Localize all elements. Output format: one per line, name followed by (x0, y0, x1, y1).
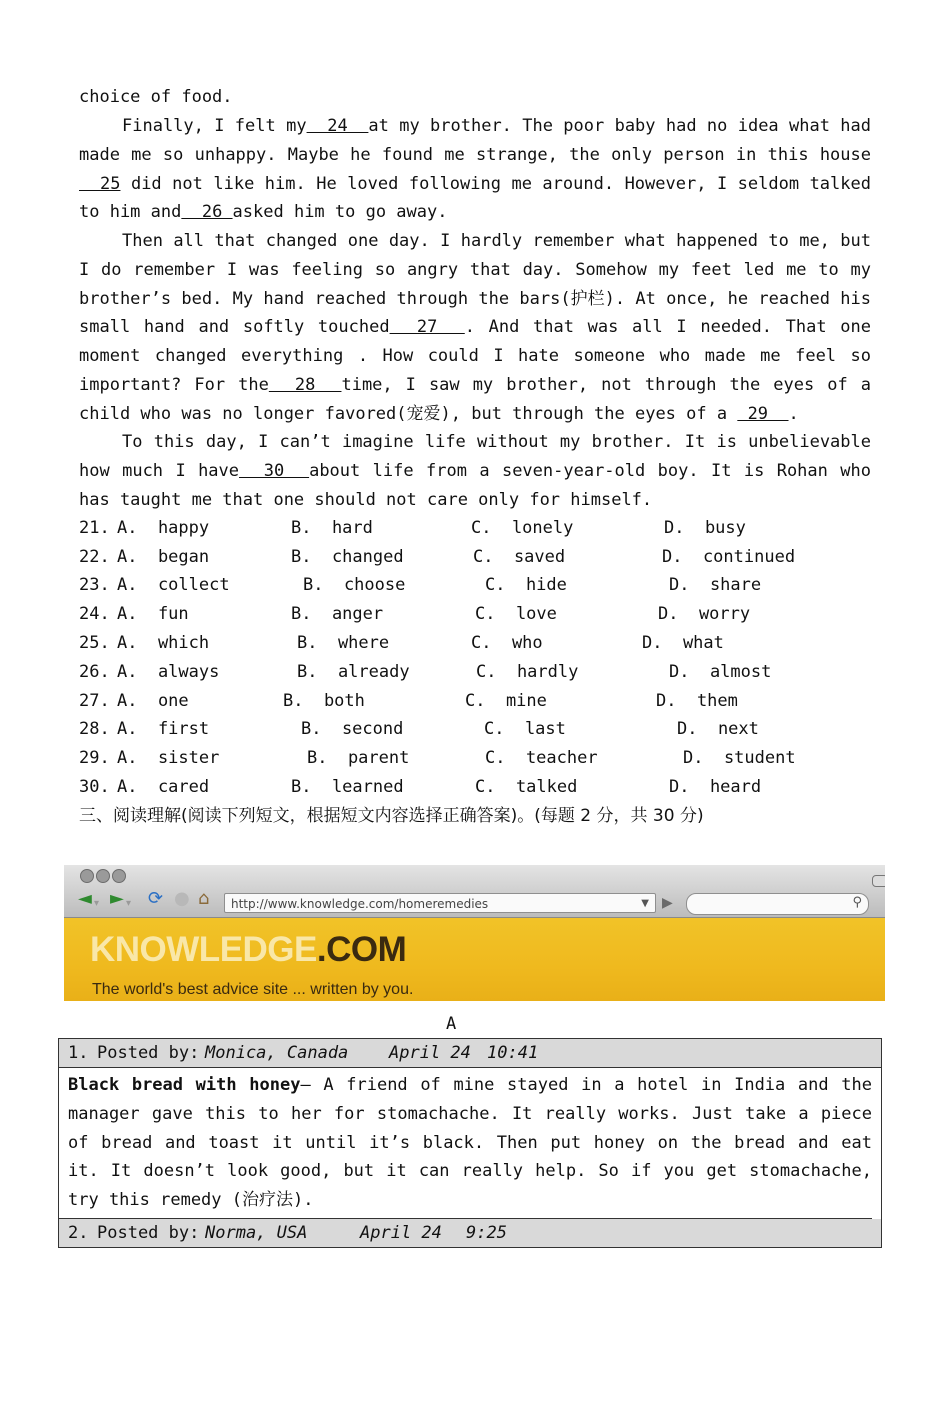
option-d: D. almost (669, 662, 772, 682)
window-zoom-icon (112, 869, 126, 883)
text-run: did not like him. He loved following me around. However, I seldom talked to him and (79, 173, 871, 223)
home-icon: ⌂ (198, 888, 210, 909)
logo-tld: .COM (316, 930, 407, 969)
option-b: B. anger (291, 604, 384, 624)
post-author: Norma, USA (205, 1222, 308, 1243)
option-a: A. one (117, 691, 189, 711)
option-a: A. first (117, 719, 210, 739)
option-c: C. last (484, 719, 566, 739)
stop-icon: ● (174, 888, 190, 909)
option-d: D. worry (658, 604, 751, 624)
forward-arrow-icon: ► (110, 888, 124, 909)
blank-30: 30 (239, 460, 310, 481)
blank-26: 26 (181, 202, 233, 223)
option-d: D. them (656, 691, 738, 711)
option-c: C. hardly (476, 662, 579, 682)
option-a: A. cared (117, 777, 210, 797)
option-a: A. collect (117, 575, 230, 595)
passage-line-top: choice of food. (79, 87, 233, 107)
posted-by-label: Posted by: (97, 1043, 200, 1063)
text-run: . (788, 403, 799, 424)
site-logo (90, 930, 406, 970)
blank-27: 27 (389, 317, 465, 338)
toolbar-toggle-icon (872, 875, 885, 887)
option-b: B. where (297, 633, 390, 653)
window-minimize-icon (96, 869, 110, 883)
question-number: 30. (79, 777, 110, 797)
option-a: A. fun (117, 604, 189, 624)
posted-by-label: Posted by: (97, 1222, 200, 1243)
question-number: 28. (79, 719, 110, 739)
option-b: B. learned (291, 777, 404, 797)
post-text: A friend of mine stayed in a hotel in India and the manager gave this to her for stomachache. It really works. Just take a piece of bread and toast it until it’s black. Then put honey on the bread and eat it. It doesn’t look good, but it can really help. So if you get stomachache, try this remedy (治疗法). (68, 1075, 873, 1211)
posts-table (58, 1038, 882, 1248)
post-number: 2. (68, 1222, 89, 1243)
url-text: http://www.knowledge.com/homeremedies (231, 897, 489, 911)
option-b: B. second (301, 719, 404, 739)
passage-paragraph-3 (79, 428, 871, 514)
option-c: C. saved (473, 547, 566, 567)
question-number: 23. (79, 575, 110, 595)
option-b: B. parent (307, 748, 410, 768)
site-tagline: The world's best advice site ... written by you. (92, 981, 414, 998)
post-time: 10:41 (487, 1043, 539, 1063)
option-d: D. student (683, 748, 796, 768)
option-d: D. share (669, 575, 762, 595)
website-banner-image (64, 865, 885, 1001)
option-b: B. both (283, 691, 365, 711)
url-dropdown-icon: ▼ (641, 898, 649, 909)
question-options (79, 514, 879, 542)
option-b: B. choose (303, 575, 406, 595)
question-options (79, 773, 879, 801)
question-number: 26. (79, 662, 110, 682)
option-a: A. which (117, 633, 210, 653)
text-run: time, I saw my brother, not through the eyes of a child who was no longer favored(宠爱), but through the eyes of a (79, 374, 871, 424)
search-icon: ⚲ (852, 895, 862, 910)
option-d: D. what (642, 633, 724, 653)
option-d: D. next (677, 719, 759, 739)
question-options (79, 715, 879, 743)
question-options (79, 600, 879, 628)
option-c: C. who (471, 633, 543, 653)
option-d: D. continued (662, 547, 796, 567)
question-options (79, 571, 879, 599)
text-run: Then all that changed one day. I hardly remember what happened to me, but I do remember I was feeling so angry that day. Somehow my feet led me to my brother’s bed. My hand reached through the bars(护栏). At once, he reached his small hand and softly touched (79, 231, 871, 338)
question-options (79, 543, 879, 571)
question-options (79, 687, 879, 715)
go-icon: ▶ (662, 895, 673, 911)
site-header (64, 918, 885, 1001)
post-number: 1. (68, 1043, 89, 1063)
post-title: Black bread with honey (68, 1075, 301, 1095)
back-arrow-icon: ◄ (78, 888, 92, 909)
post-dash: — (300, 1075, 311, 1095)
blank-24: 24 (306, 116, 369, 136)
option-a: A. happy (117, 518, 210, 538)
passage-paragraph-2 (79, 227, 871, 429)
option-a: A. always (117, 662, 220, 682)
post-date: April 24 (360, 1222, 442, 1243)
option-b: B. already (297, 662, 410, 682)
option-c: C. love (475, 604, 557, 624)
blank-25: 25 (79, 173, 121, 194)
passage-paragraph-1 (79, 112, 871, 227)
text-run: at my brother. The poor baby had no idea what had made me so unhappy. Maybe he found me strange, the only person in this house (79, 116, 871, 165)
browser-toolbar (64, 865, 885, 918)
option-b: B. changed (291, 547, 404, 567)
post-header (59, 1219, 881, 1247)
question-number: 25. (79, 633, 110, 653)
option-d: D. busy (664, 518, 746, 538)
post-body (59, 1068, 872, 1219)
option-b: B. hard (291, 518, 373, 538)
dropdown-icon: ▾ (94, 898, 100, 909)
question-number: 29. (79, 748, 110, 768)
post-date: April 24 (389, 1043, 471, 1063)
reload-icon: ⟳ (148, 888, 164, 909)
question-options (79, 744, 879, 772)
option-c: C. teacher (485, 748, 598, 768)
post-header (59, 1039, 881, 1068)
option-d: D. heard (669, 777, 762, 797)
question-options (79, 629, 879, 657)
text-run: . And that was all I needed. That one moment changed everything . How could I hate someone who made me feel so important? For the (79, 317, 871, 395)
url-bar (224, 893, 656, 913)
section-heading: 三、阅读理解(阅读下列短文，根据短文内容选择正确答案)。(每题 2 分，共 30 分) (79, 806, 704, 826)
text-run: Finally, I felt my (122, 116, 307, 136)
text-run: about life from a seven-year-old boy. It is Rohan who has taught me that one should not care only for himself. (79, 460, 871, 510)
option-c: C. mine (465, 691, 547, 711)
post-time: 9:25 (466, 1222, 507, 1243)
passage-label: A (446, 1014, 457, 1034)
question-number: 27. (79, 691, 110, 711)
text-run: To this day, I can’t imagine life without my brother. It is unbelievable how much I have (79, 432, 871, 481)
option-a: A. sister (117, 748, 220, 768)
text-run: asked him to go away. (232, 202, 448, 223)
search-box (686, 893, 869, 915)
logo-text: KNOWLEDGE (90, 930, 317, 969)
question-number: 24. (79, 604, 110, 624)
question-number: 21. (79, 518, 110, 538)
question-options (79, 658, 879, 686)
blank-28: 28 (268, 374, 342, 395)
option-c: C. talked (475, 777, 578, 797)
dropdown-icon: ▾ (126, 898, 132, 909)
post-author: Monica, Canada (205, 1043, 349, 1063)
option-a: A. began (117, 547, 210, 567)
question-number: 22. (79, 547, 110, 567)
option-c: C. lonely (471, 518, 574, 538)
blank-29: 29 (737, 403, 789, 424)
option-c: C. hide (485, 575, 567, 595)
window-close-icon (80, 869, 94, 883)
